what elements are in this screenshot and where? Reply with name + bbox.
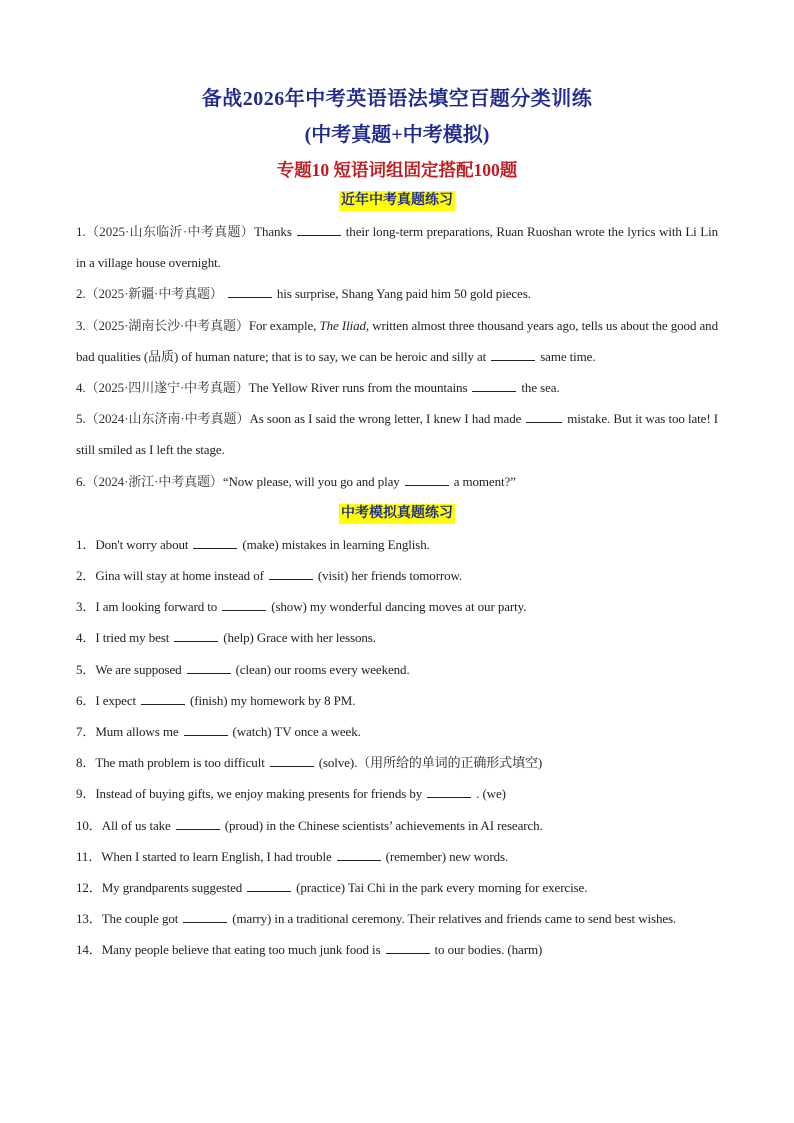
real-question-2 [76,278,718,309]
question-text: Gina will stay at home instead of [95,568,264,584]
question-source: （2025·山东临沂·中考真题） [85,224,255,239]
question-text: Mum allows me [95,724,179,740]
question-text: to our bodies. (harm) [434,942,543,958]
question-number: 11． [76,848,102,864]
answer-blank[interactable] [228,285,272,298]
answer-blank[interactable] [183,910,227,923]
question-source: （2025·新疆·中考真题） [85,286,223,302]
question-number: 10． [76,817,102,833]
question-source: （2024·山东济南·中考真题） [85,411,250,427]
question-number: 3. [76,317,86,333]
answer-blank[interactable] [427,785,471,798]
answer-blank[interactable] [193,536,237,549]
question-text: . (we) [476,786,506,802]
question-number: 2． [76,568,96,584]
question-number: 1. [76,224,86,239]
question-text: (marry) in a traditional ceremony. Their relatives and friends came to send best wishes. [232,911,677,927]
mock-question-8 [76,747,718,778]
real-question-5 [76,403,718,465]
mock-question-14 [76,934,718,965]
question-text: (clean) our rooms every weekend. [235,661,410,677]
mock-question-7 [76,716,718,747]
question-text: , written almost three thousand years ago, tells us about the good and bad qualities (品质) of human nature; that is to say, we can be heroic and silly at [76,317,718,364]
answer-blank[interactable] [187,661,231,674]
answer-blank[interactable] [526,410,562,423]
answer-blank[interactable] [337,848,381,861]
answer-blank[interactable] [472,379,516,392]
question-text: mistake. But it was too late! I still smiled as I left the stage. [76,411,719,458]
question-text: (watch) TV once a week. [232,724,361,740]
question-text: I am looking forward to [95,599,218,615]
question-text: “Now please, will you go and play [222,473,400,489]
question-text: I expect [95,692,137,708]
answer-blank[interactable] [491,348,535,361]
answer-blank[interactable] [405,473,449,486]
question-number: 8． [76,755,96,771]
question-text: For example, [248,317,317,333]
question-text: (finish) my homework by 8 PM. [190,692,356,708]
mock-question-5 [76,654,718,685]
section-heading-mock-wrap [76,501,718,525]
question-text: their long-term preparations, Ruan Ruoshan wrote the lyrics with Li Lin in a village house overnight. [76,224,719,271]
section-heading-real: 近年中考真题练习 [339,191,455,211]
mock-question-3 [76,591,718,622]
mock-question-12 [76,872,718,903]
question-text: (help) Grace with her lessons. [223,630,376,646]
question-source: （2025·四川遂宁·中考真题） [85,380,249,396]
question-text: (proud) in the Chinese scientists’ achievements in AI research. [224,817,543,833]
answer-blank[interactable] [141,692,185,705]
answer-blank[interactable] [386,941,430,954]
question-number: 13． [76,911,102,927]
question-text: (solve).（用所给的单词的正确形式填空) [318,755,543,771]
mock-question-1 [76,529,718,560]
answer-blank[interactable] [247,879,291,892]
answer-blank[interactable] [184,723,228,736]
question-number: 2. [76,286,86,302]
real-question-6 [76,466,718,497]
question-text: (visit) her friends tomorrow. [317,568,463,584]
question-text: The Yellow River runs from the mountains [248,380,468,396]
question-text: The math problem is too difficult [95,755,265,771]
real-question-1 [76,216,718,278]
mock-question-6 [76,685,718,716]
question-number: 9． [76,786,96,802]
question-source: （2024·浙江·中考真题） [85,473,223,489]
question-text: As soon as I said the wrong letter, I knew I had made [249,411,522,427]
question-text: a moment?” [453,473,516,489]
real-question-3 [76,310,718,372]
question-number: 6． [76,692,96,708]
question-number: 3． [76,599,96,615]
question-number: 14． [76,942,102,958]
book-title: The Iliad [319,317,366,333]
mock-question-13 [76,903,718,934]
answer-blank[interactable] [174,629,218,642]
question-number: 1． [76,536,96,552]
question-text: (make) mistakes in learning English. [242,536,430,552]
question-number: 7． [76,724,96,740]
question-text: (show) my wonderful dancing moves at our party. [271,599,527,615]
mock-question-11 [76,841,718,872]
question-text: I tried my best [95,630,170,646]
question-source: （2025·湖南长沙·中考真题） [85,317,249,333]
section-heading-real-wrap [76,188,718,212]
topic-heading: 专题10 短语词组固定搭配100题 [276,160,518,180]
question-number: 4. [76,380,86,396]
question-number: 4． [76,630,96,646]
document-subtitle: (中考真题+中考模拟) [304,124,490,146]
question-text: Don't worry about [95,536,189,552]
question-number: 6. [76,473,86,489]
mock-question-9 [76,778,718,809]
answer-blank[interactable] [297,223,341,236]
question-text: We are supposed [95,661,182,677]
mock-question-2 [76,560,718,591]
answer-blank[interactable] [269,567,313,580]
question-text: Many people believe that eating too much junk food is [101,942,381,958]
real-question-4 [76,372,718,403]
question-text: The couple got [101,911,179,927]
question-text: When I started to learn English, I had trouble [101,848,332,864]
section-heading-mock: 中考模拟真题练习 [339,504,455,524]
question-number: 12． [76,880,102,896]
document-page [76,82,718,966]
answer-blank[interactable] [176,817,220,830]
document-title: 备战2026年中考英语语法填空百题分类训练 [201,88,593,110]
answer-blank[interactable] [270,754,314,767]
question-number: 5． [76,661,96,677]
question-text: All of us take [101,817,171,833]
question-text: his surprise, Shang Yang paid him 50 gold pieces. [276,286,531,302]
question-text: Instead of buying gifts, we enjoy making presents for friends by [95,786,423,802]
question-text: (remember) new words. [385,848,509,864]
question-text: the sea. [521,380,560,396]
mock-question-4 [76,622,718,653]
question-text: (practice) Tai Chi in the park every morning for exercise. [296,880,588,896]
question-text: same time. [540,348,596,364]
question-text: My grandparents suggested [101,880,243,896]
question-text: Thanks [254,224,292,239]
mock-question-10 [76,810,718,841]
question-number: 5. [76,411,86,427]
answer-blank[interactable] [222,598,266,611]
